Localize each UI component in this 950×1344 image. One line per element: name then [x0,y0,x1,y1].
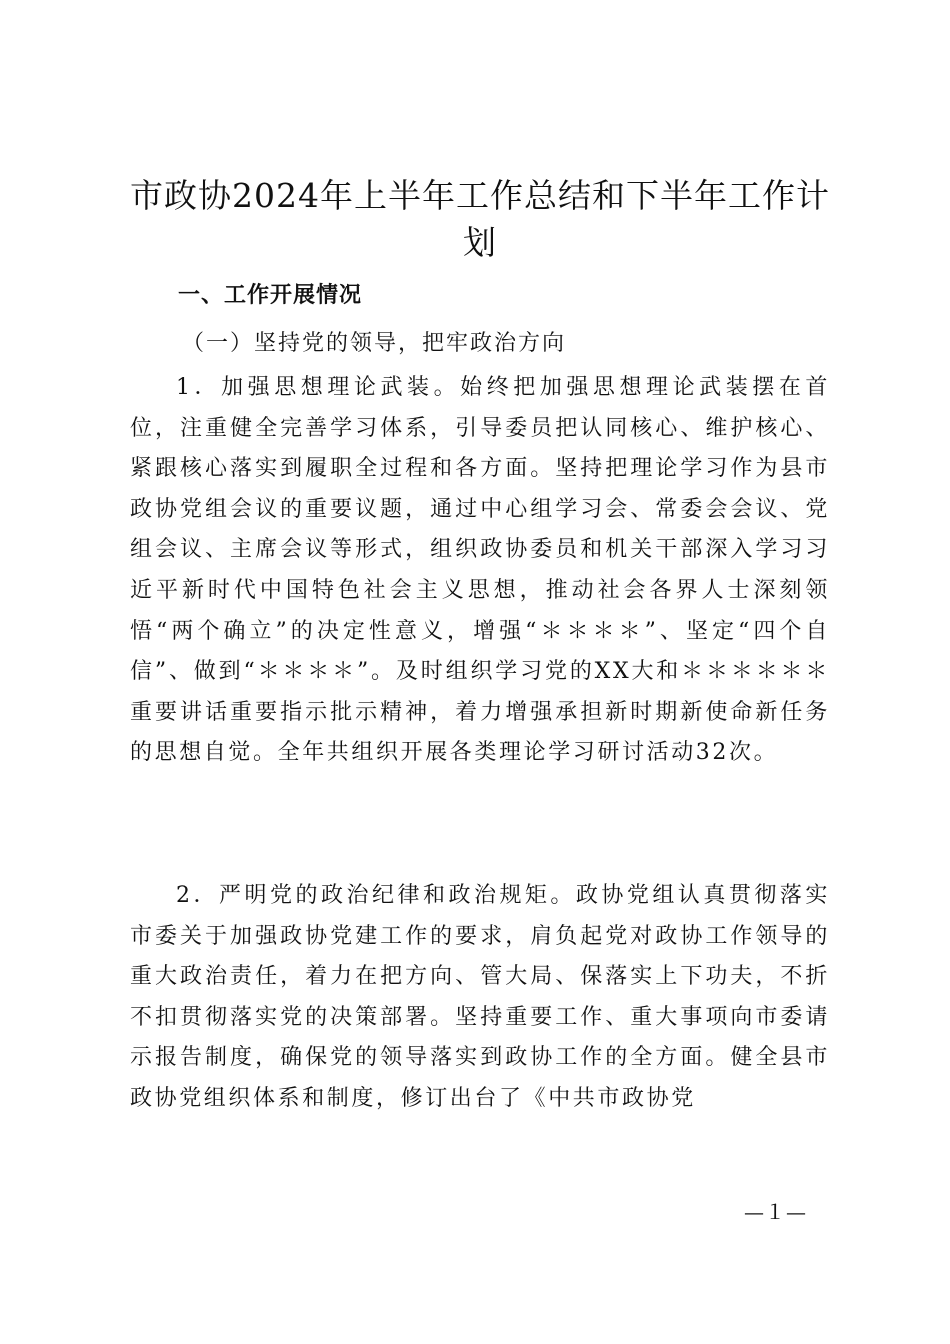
page-number: —１— [744,1200,807,1224]
section-heading: 一、工作开展情况 [178,283,363,308]
document-title: 市政协2024年上半年工作总结和下半年工作计划 [130,176,830,262]
subsection-heading: （一）坚持党的领导，把牢政治方向 [182,331,567,356]
paragraph-2: 2．严明党的政治纪律和政治规矩。政协党组认真贯彻落实市委关于加强政协党建工作的要求，肩负起党对政协工作领导的重大政治责任，着力在把方向、管大局、保落实上下功夫，不折不扣贯彻落实党的决策部署。坚持重要工作、重大事项向市委请示报告制度，确保党的领导落实到政协工作的全方面。健全县市政协党组织体系和制度，修订出台了《中共市政协党 [130,883,830,1111]
paragraph-1: 1．加强思想理论武装。始终把加强思想理论武装摆在首位，注重健全完善学习体系，引导委员把认同核心、维护核心、紧跟核心落实到履职全过程和各方面。坚持把理论学习作为县市政协党组会议的重要议题，通过中心组学习会、常委会会议、党组会议、主席会议等形式，组织政协委员和机关干部深入学习习近平新时代中国特色社会主义思想，推动社会各界人士深刻领悟“两个确立”的决定性意义，增强“＊＊＊＊”、坚定“四个自信”、做到“＊＊＊＊”。及时组织学习党的XX大和＊＊＊＊＊＊重要讲话重要指示批示精神，着力增强承担新时期新使命新任务的思想自觉。全年共组织开展各类理论学习研讨活动32次。 [130,375,830,766]
